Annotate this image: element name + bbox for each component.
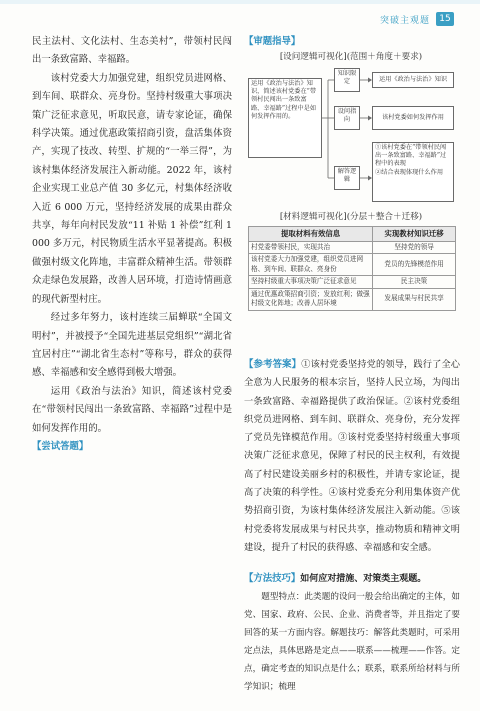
left-column [32, 33, 232, 456]
question-box: 运用《政治与法治》知识，简述该村党委在“带领村民闯出一条致富路、幸福路”过程中是如何发挥作用的。 [248, 78, 322, 158]
question-text: 运用《政治与法治》知识，简述该村党委在“带领村民闯出一条致富路、幸福路”过程中是如何发挥作用的。 [32, 385, 232, 434]
table-cell: 通过优惠政策招商引资；发放红利；做强村级文化阵地；改善人居环境 [249, 288, 373, 310]
page-number: 15 [436, 12, 454, 26]
page-header [380, 12, 454, 26]
table-header-knowledge: 实现教材知识迁移 [373, 227, 456, 242]
method-tips-question: 如何应对措施、对策类主观题。 [300, 574, 427, 584]
table-row [249, 276, 456, 289]
material-table [248, 226, 456, 311]
question-logic-caption: [设问逻辑可视化](范围＋角度＋要求) [279, 52, 423, 62]
table-row [249, 254, 456, 276]
top-rule [0, 0, 480, 4]
label-question-direction: 设问指向 [334, 106, 360, 130]
question-logic-diagram [248, 66, 456, 204]
paragraph-2: 该村党委大力加强党建，组织党员进网格、到车间、联群众、亮身份。坚持村级重大事项决策广泛征求意见，听取民意，请专家论证，确保科学决策。通过优惠政策招商引资，盘活集体资产，实现了技改、转型、扩规的“一举三得”，为该村集体经济发展注入新动能。2022 年，该村企业实现工业总产值 30 多亿元，村集体经济收入近 6 000 万元，坚持经济发展的成果由群众共享，每年向村民发放“11 补贴 1 补偿”红利 1 000 多万元，村民物质生活水平显著提高。积极做强村级文化阵地，丰富群众精神生活。带领群众走绿色发展路，改善人居环境，打造诗情画意的现代新型村庄。 [32, 72, 232, 305]
table-row [249, 241, 456, 254]
table-header-row [249, 227, 456, 242]
table-cell: 该村党委大力加强党建，组织党员进网格、到车间、联群众、亮身份 [249, 254, 373, 276]
review-guide-tag: 【审题指导】 [244, 36, 301, 47]
table-cell: 村党委带领村民，实现共治 [249, 241, 373, 254]
table-row [249, 288, 456, 310]
answer-knowledge-scope: 运用《政治与法治》知识 [372, 72, 454, 88]
table-header-info: 提取材料有效信息 [249, 227, 373, 242]
reference-answer [244, 356, 460, 557]
method-tips-text: 题型特点：此类题的设问一般会给出确定的主体，如党、国家、政府、公民、企业、消费者等，并且指定了要回答的某一方面内容。解题技巧：解答此类题时，可采用定点法，具体思路是定点——联系——梳理——作答。定点，确定考查的知识点是什么；联系，联系所给材料与所学知识；梳理 [244, 592, 460, 692]
try-answer-tag: 【尝试答题】 [32, 440, 89, 452]
label-answer-logic: 解答逻辑 [334, 166, 360, 190]
table-cell: 发展成果与村民共享 [373, 288, 456, 310]
reference-answer-tag: 【参考答案】 [244, 359, 302, 370]
answer-question-direction: 该村党委如何发挥作用 [372, 106, 454, 130]
material-logic-caption: [材料逻辑可视化](分层＋整合＋迁移) [279, 212, 423, 222]
answer-logic-steps: ①该村党委在“带领村民闯出一条致富路、幸福路”过程中的表现 ②结合表现体现什么作用 [372, 142, 454, 202]
table-cell: 民主决策 [373, 276, 456, 289]
reference-answer-text: ①该村党委坚持党的领导，践行了全心全意为人民服务的根本宗旨，坚持人民立场，为闯出一条致富路、幸福路提供了政治保证。②该村党委组织党员进网格、到车间、联群众、亮身份，充分发挥了党员先锋模范作用。③该村党委坚持村级重大事项决策广泛征求意见，保障了村民的民主权利，有效提高了村民建设美丽乡村的积极性，并请专家论证，提高了决策的科学性。④该村党委充分利用集体资产优势招商引资，为该村集体经济发展注入新动能。⑤该村党委将发展成果与村民共享，推动物质和精神文明建设，提升了村民的获得感、幸福感和安全感。 [244, 359, 460, 553]
section-title: 突破主观题 [379, 15, 430, 26]
paragraph-3: 经过多年努力，该村连续三届蝉联“全国文明村”，并被授予“全国先进基层党组织”“湖北省宜居村庄”“湖北省生态村”等称号，群众的获得感、幸福感和安全感得到极大增强。 [32, 312, 232, 379]
paragraph-1: 民主法村、文化法村、生态美村”，带领村民闯出一条致富路、幸福路。 [32, 36, 232, 66]
table-cell: 坚持党的领导 [373, 241, 456, 254]
table-cell: 坚持村级重大事项决策广泛征求意见 [249, 276, 373, 289]
table-cell: 党员的先锋模范作用 [373, 254, 456, 276]
right-column [244, 33, 458, 311]
label-knowledge-scope: 知识限定 [334, 68, 360, 92]
method-tips-tag: 【方法技巧】 [244, 573, 301, 584]
method-tips [244, 570, 460, 696]
